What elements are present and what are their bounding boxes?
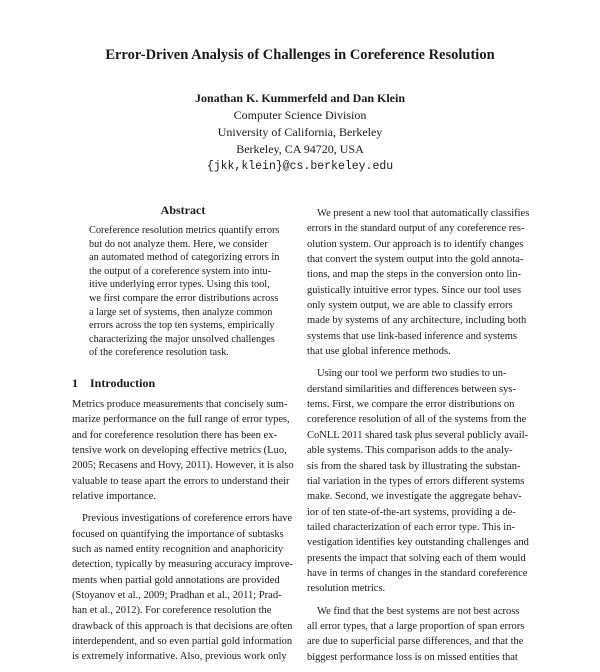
text-line: and for coreference resolution there has been ex- [72,429,277,441]
section-title: Introduction [90,375,156,390]
text-line: Using our tool we perform two studies to un- [317,368,507,380]
text-line: all error types, that a large proportion of span errors [307,620,525,632]
abstract-line: the output of a coreference system into intu- [89,265,272,277]
text-line: valuable to tease apart the errors to understand their [72,475,290,487]
text-line: sis from the shared task by illustrating the substan- [307,460,521,472]
text-line: such as named entity recognition and anaphoricity [72,544,284,556]
text-line: vestigation identifies key outstanding challenges and [307,537,529,549]
text-line: have in terms of changes in the standard coreference [307,567,528,579]
text-line: 2005; Recasens and Hovy, 2011). However, it is also [72,460,294,472]
text-line: CoNLL 2011 shared task plus several publicly avail- [307,429,529,441]
text-line: drawback of this approach is that decisions are often [72,620,293,632]
text-line: guistically intuitive error types. Since our tool uses [307,284,522,296]
abstract-line: we first compare the error distributions across [89,292,279,304]
text-line: biggest performance loss is on missed entities that [307,651,518,663]
text-line: (Stoyanov et al., 2009; Pradhan et al., 2011; Prad- [72,590,282,602]
text-line: resolution metrics. [307,583,386,595]
text-line: interdependent, and so even partial gold information [72,636,293,648]
intro-paragraph [72,397,294,504]
left-column [72,203,294,672]
text-line: made by systems of any architecture, including both [307,315,527,327]
text-line: relative importance. [72,491,156,502]
affiliation-line: University of California, Berkeley [217,125,383,139]
body-paragraph [307,604,529,665]
text-line: ments when partial gold annotations are provided [72,574,280,586]
text-line: We find that the best systems are not best across [317,605,520,617]
text-line: We present a new tool that automatically classifies [317,208,530,219]
text-line: derstand similarities and differences between sys- [307,383,516,395]
paper-title: Error-Driven Analysis of Challenges in Coreference Resolution [105,47,495,63]
abstract-line: errors across the top ten systems, empirically [89,320,275,332]
body-paragraph [307,366,529,596]
abstract-line: characterizing the major unsolved challenges [89,333,275,345]
affiliation-line: Berkeley, CA 94720, USA [236,142,364,156]
author-email: {jkk,klein}@cs.berkeley.edu [206,160,394,173]
text-line: is extremely informative. Also, previous work only [72,651,287,663]
section-heading-introduction [72,376,294,391]
text-line: detection, typically by measuring accuracy improve- [72,559,293,571]
text-line: ior of ten state-of-the-art systems, providing a de- [307,506,516,518]
text-line: systems that use link-based inference and systems [307,330,517,342]
abstract-line: of the coreference resolution task. [89,347,229,359]
abstract-line: Coreference resolution metrics quantify errors [89,225,280,236]
text-line: errors in the standard output of any coreference res- [307,223,525,235]
abstract-line: itive underlying error types. Using this tool, [89,279,270,291]
text-line: only system output, we are able to classify errors [307,300,513,312]
body-paragraph [307,206,529,359]
text-line: presents the impact that solving each of them would [307,552,526,564]
text-line: olution system. Our approach is to identify changes [307,238,524,250]
author-block [0,90,600,175]
abstract-text [89,224,279,360]
abstract-line: a large set of systems, then analyze common [89,306,273,318]
section-number: 1 [72,375,78,390]
text-line: tailed characterization of each error type. This in- [307,521,515,533]
intro-paragraph [72,511,294,664]
text-line: tems. First, we compare the error distributions on [307,399,515,411]
text-line: focused on quantifying the importance of subtasks [72,528,284,540]
abstract-line: but do not analyze them. Here, we consider [89,238,268,250]
text-line: tensive work on developing effective metrics (Luo, [72,444,287,456]
text-line: marize performance on the full range of error types, [72,414,290,426]
text-line: are due to superficial parse differences, and that the [307,636,524,648]
text-line: coreference resolution of all of the systems from the [307,414,527,426]
right-column [307,206,529,672]
abstract-line: an automated method of categorizing errors in [89,252,280,264]
text-line: tions, and map the steps in the conversion onto lin- [307,269,522,281]
text-line: make. Second, we investigate the aggregate behav- [307,491,522,503]
author-names: Jonathan K. Kummerfeld and Dan Klein [194,91,406,105]
text-line: han et al., 2012). For coreference resolution the [72,605,272,617]
text-line: Metrics produce measurements that concisely sum- [72,398,288,410]
text-line: able systems. This comparison adds to the analy- [307,445,513,457]
text-line: that convert the system output into the gold annota- [307,254,524,266]
affiliation-line: Computer Science Division [233,108,367,122]
abstract-heading: Abstract [160,203,206,217]
text-line: tial variation in the types of errors different systems [307,475,525,487]
text-line: Previous investigations of coreference errors have [82,513,293,525]
text-line: that use global inference methods. [307,346,451,358]
